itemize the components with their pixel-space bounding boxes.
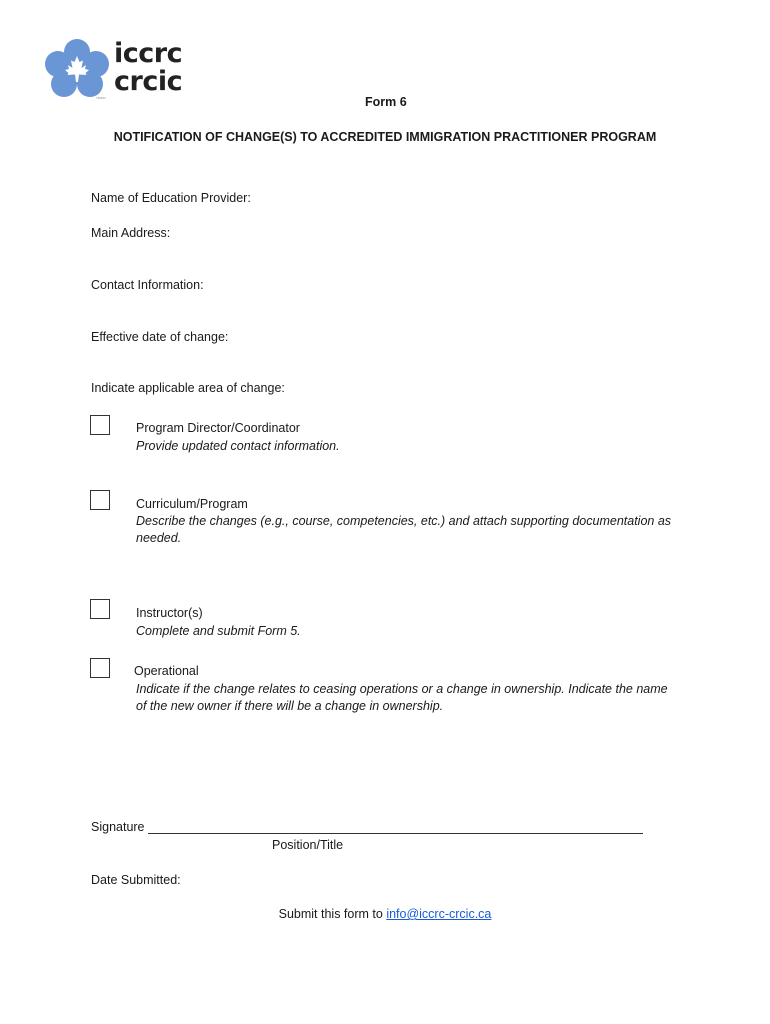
maple-leaf-logo-icon (44, 38, 110, 104)
checkbox-program-director[interactable] (90, 415, 110, 435)
checkbox-instructors[interactable] (90, 599, 110, 619)
option-operational-desc-2: of the new owner if there will be a change in ownership. (136, 699, 444, 713)
option-operational-title: Operational (134, 664, 199, 678)
contact-information-label: Contact Information: (91, 278, 204, 292)
option-curriculum-title: Curriculum/Program (136, 497, 248, 511)
form-title: NOTIFICATION OF CHANGE(S) TO ACCREDITED IMMIGRATION PRACTITIONER PROGRAM (113, 130, 657, 144)
logo-line-1: iccrc (114, 38, 183, 69)
option-program-director-title: Program Director/Coordinator (136, 421, 300, 435)
option-curriculum-desc-2: needed. (136, 531, 182, 545)
logo (44, 38, 194, 104)
main-address-label: Main Address: (91, 226, 171, 240)
footer-prefix: Submit this form to (278, 907, 387, 921)
logo-trademark: TM/MC (96, 96, 106, 100)
signature-label: Signature (91, 820, 145, 834)
checkbox-curriculum-program[interactable] (90, 490, 110, 510)
form-number: Form 6 (365, 95, 407, 109)
option-operational-desc-1: Indicate if the change relates to ceasing operations or a change in ownership. Indicate the name (136, 682, 668, 696)
area-of-change-label: Indicate applicable area of change: (91, 381, 285, 395)
checkbox-operational[interactable] (90, 658, 110, 678)
option-program-director-desc: Provide updated contact information. (136, 439, 340, 453)
option-instructors-desc: Complete and submit Form 5. (136, 624, 301, 638)
signature-line[interactable] (148, 833, 643, 834)
date-submitted-label: Date Submitted: (91, 873, 181, 887)
email-link[interactable]: info@iccrc-crcic.ca (386, 907, 492, 921)
logo-line-2: crcic (114, 66, 183, 97)
effective-date-label: Effective date of change: (91, 330, 229, 344)
footer-submit (0, 907, 770, 921)
education-provider-label: Name of Education Provider: (91, 191, 251, 205)
position-title-label: Position/Title (272, 838, 344, 852)
option-curriculum-desc-1: Describe the changes (e.g., course, competencies, etc.) and attach supporting documentation as (136, 514, 672, 528)
option-instructors-title: Instructor(s) (136, 606, 203, 620)
